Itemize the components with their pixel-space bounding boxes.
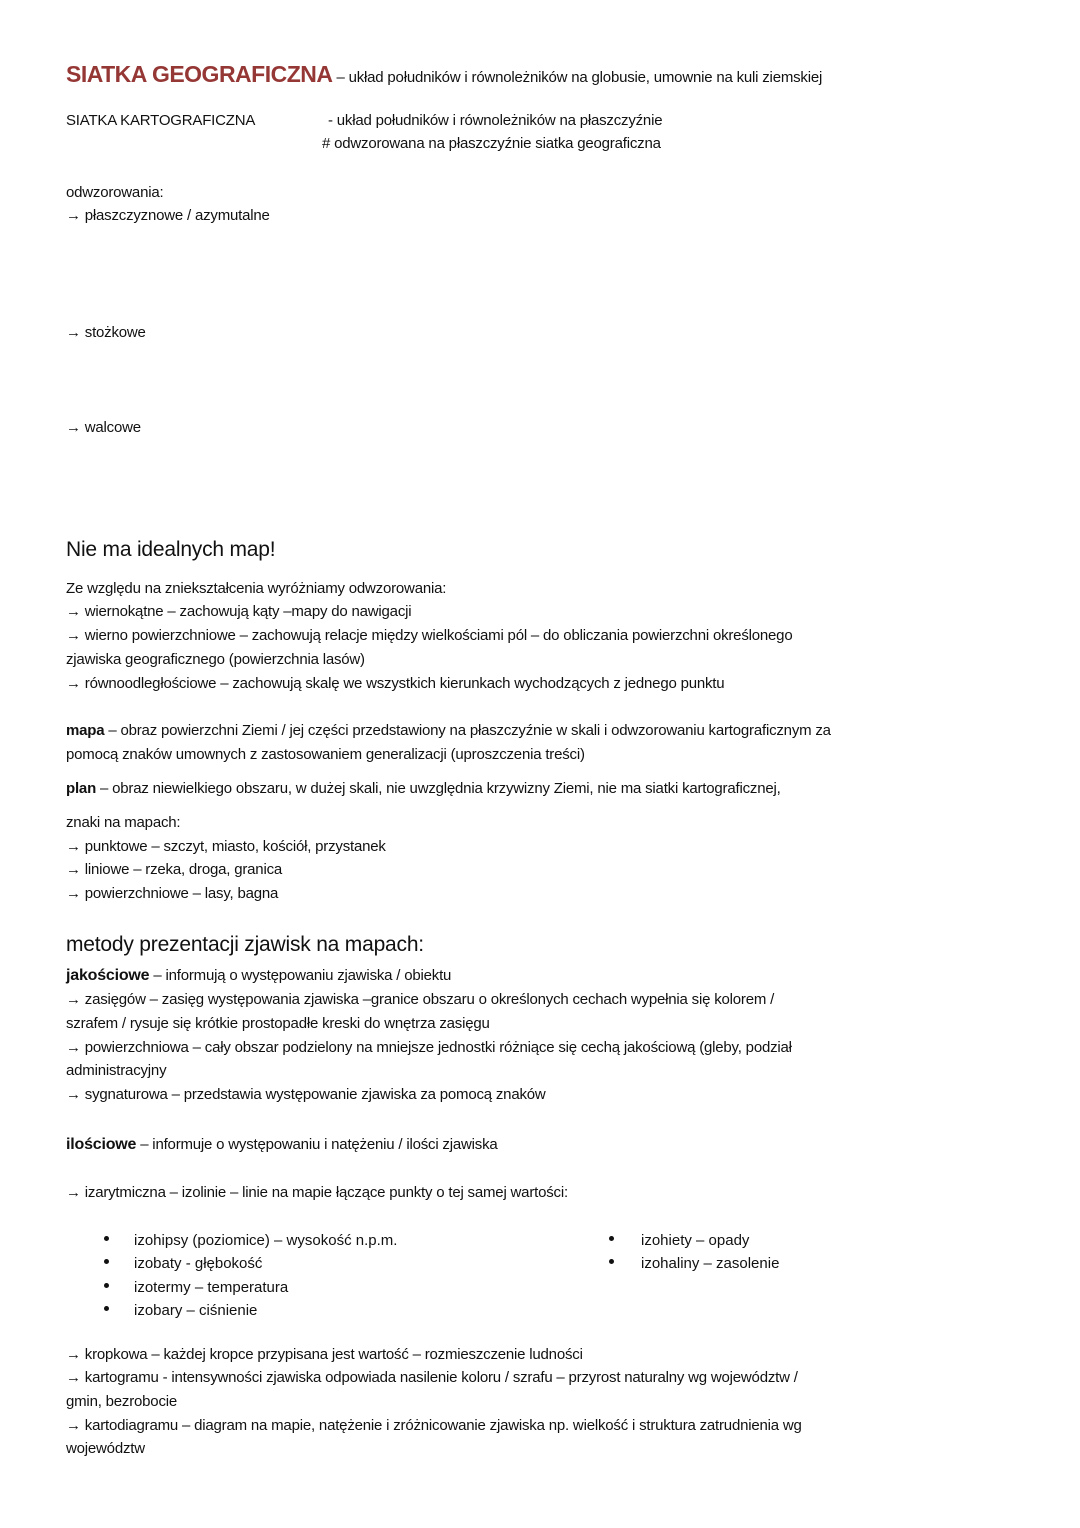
- bullet-icon: [104, 1236, 109, 1241]
- text-line: → izarytmiczna – izolinie – linie na mapie łączące punkty o tej samej wartości:: [66, 1184, 568, 1201]
- text-line: → kropkowa – każdej kropce przypisana jest wartość – rozmieszczenie ludności: [66, 1346, 583, 1363]
- bullet-item: izohaliny – zasolenie: [641, 1255, 780, 1272]
- term-siatka-kartograficzna: SIATKA KARTOGRAFICZNA: [66, 112, 256, 129]
- bullet-item: izobaty - głębokość: [134, 1255, 263, 1272]
- sign-item: → punktowe – szczyt, miasto, kościół, przystanek: [66, 838, 386, 855]
- bullet-item: izobary – ciśnienie: [134, 1302, 258, 1319]
- signs-label: znaki na mapach:: [66, 814, 181, 831]
- text-line: Ze względu na zniekształcenia wyróżniamy odwzorowania:: [66, 580, 447, 597]
- projection-item: → płaszczyznowe / azymutalne: [66, 207, 270, 224]
- text-line: → sygnaturowa – przedstawia występowanie zjawiska za pomocą znaków: [66, 1086, 546, 1103]
- bullet-item: izotermy – temperatura: [134, 1279, 289, 1296]
- quantitative-def: [66, 1135, 498, 1155]
- bullet-item: izohipsy (poziomice) – wysokość n.p.m.: [134, 1232, 398, 1249]
- text-line: → wiernokątne – zachowują kąty –mapy do nawigacji: [66, 603, 412, 620]
- title-siatka-geograficzna: SIATKA GEOGRAFICZNA: [66, 61, 333, 87]
- term: jakościowe: [66, 967, 150, 984]
- text-line: pomocą znaków umownych z zastosowaniem generalizacji (uproszczenia treści): [66, 746, 585, 763]
- sign-item: → liniowe – rzeka, droga, granica: [66, 861, 283, 878]
- term: mapa: [66, 722, 105, 739]
- text-line: zjawiska geograficznego (powierzchnia lasów): [66, 651, 365, 668]
- text-line: województw: [66, 1440, 145, 1457]
- bullet-icon: [104, 1306, 109, 1311]
- section-heading: Nie ma idealnych map!: [66, 538, 276, 561]
- text-line: → kartodiagramu – diagram na mapie, natężenie i zróżnicowanie zjawiska np. wielkość i struktura zatrudnienia wg: [66, 1417, 802, 1434]
- definition-plan: [66, 779, 781, 799]
- term: plan: [66, 780, 97, 797]
- text-line: → kartogramu - intensywności zjawiska odpowiada nasilenie koloru / szrafu – przyrost naturalny wg województw /: [66, 1369, 798, 1386]
- definition-text: – informuje o występowaniu i natężeniu / ilości zjawiska: [136, 1136, 498, 1153]
- bullet-icon: [104, 1259, 109, 1264]
- projections-label: odwzorowania:: [66, 184, 164, 201]
- sign-item: → powierzchniowe – lasy, bagna: [66, 885, 279, 902]
- projection-item: → stożkowe: [66, 324, 146, 341]
- definition-text: – obraz powierzchni Ziemi / jej części przedstawiony na płaszczyźnie w skali i odwzorowaniu kartograficznym za: [104, 722, 831, 739]
- title-definition: – układ południków i równoleżników na globusie, umownie na kuli ziemskiej: [332, 69, 823, 86]
- definition-text: – obraz niewielkiego obszaru, w dużej skali, nie uwzględnia krzywizny Ziemi, nie ma siatki kartograficznej,: [96, 780, 781, 797]
- bullet-item: izohiety – opady: [641, 1232, 750, 1249]
- projection-item: → walcowe: [66, 419, 141, 436]
- definition-text: – informują o występowaniu zjawiska / obiektu: [149, 967, 452, 984]
- text-line: szrafem / rysuje się krótkie prostopadłe kreski do wnętrza zasięgu: [66, 1015, 490, 1032]
- text-line: → powierzchniowa – cały obszar podzielony na mniejsze jednostki różniące się cechą jakościową (gleby, podział: [66, 1039, 792, 1056]
- term-note: # odwzorowana na płaszczyźnie siatka geograficzna: [322, 135, 661, 152]
- bullet-icon: [104, 1283, 109, 1288]
- text-line: → równoodległościowe – zachowują skalę we wszystkich kierunkach wychodzących z jednego punktu: [66, 675, 725, 692]
- term: ilościowe: [66, 1136, 137, 1153]
- term-definition: - układ południków i równoleżników na płaszczyźnie: [328, 112, 663, 129]
- title-line: [66, 61, 823, 88]
- text-line: gmin, bezrobocie: [66, 1393, 178, 1410]
- definition-mapa: [66, 721, 831, 741]
- text-line: → zasięgów – zasięg występowania zjawiska –granice obszaru o określonych cechach wypełnia się kolorem /: [66, 991, 775, 1008]
- bullet-icon: [609, 1236, 614, 1241]
- text-line: → wierno powierzchniowe – zachowują relacje między wielkościami pól – do obliczania powierzchni określonego: [66, 627, 793, 644]
- bullet-icon: [609, 1259, 614, 1264]
- text-line: administracyjny: [66, 1062, 167, 1079]
- section-heading: metody prezentacji zjawisk na mapach:: [66, 933, 424, 956]
- qualitative-def: [66, 966, 451, 986]
